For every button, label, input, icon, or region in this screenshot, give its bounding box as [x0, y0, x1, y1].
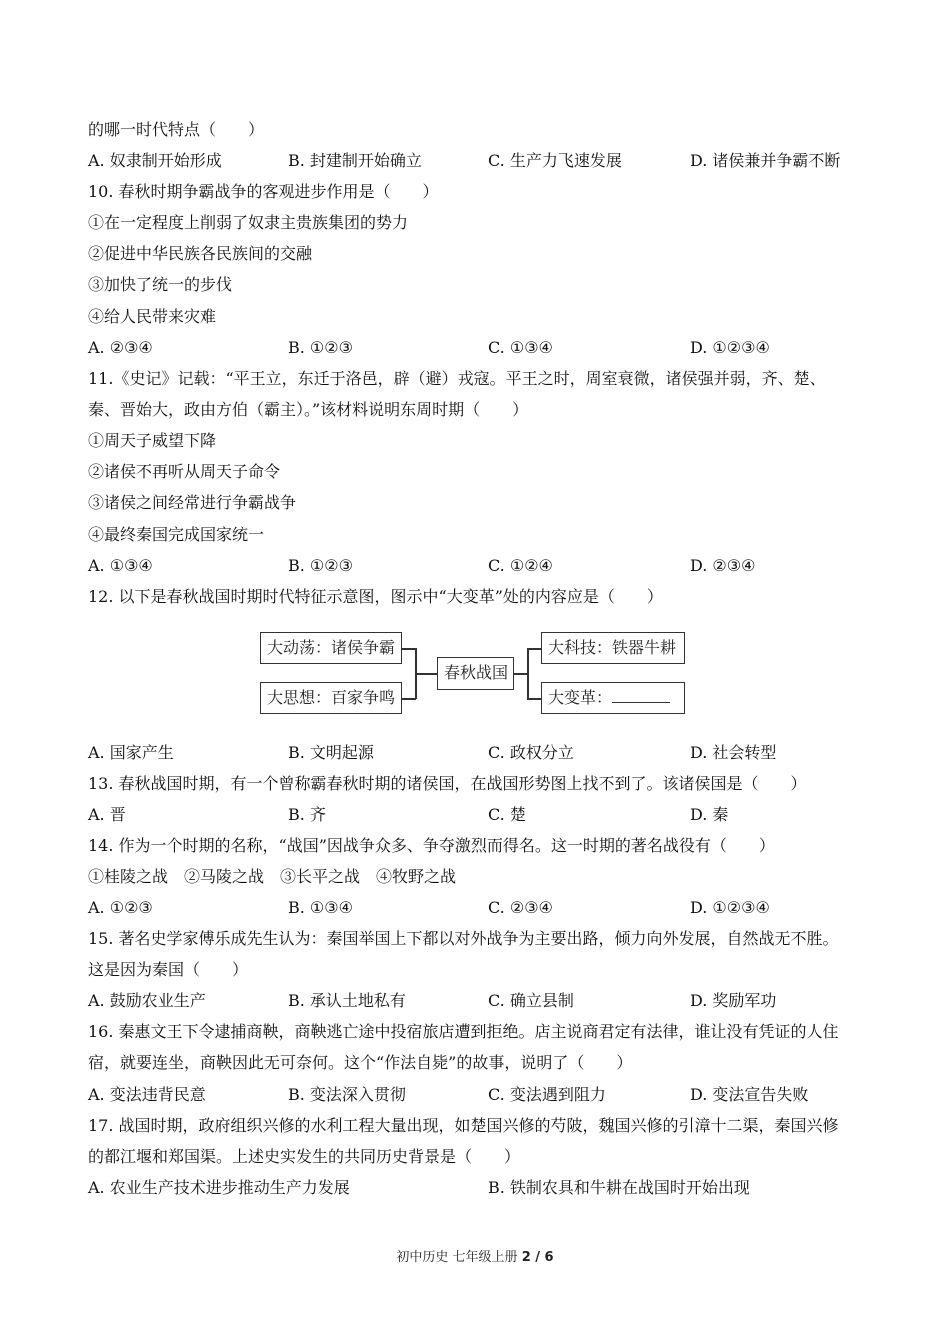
diagram-connector	[514, 673, 528, 675]
q14-option-c: C. ②③④	[488, 898, 553, 917]
q14-items: ①桂陵之战 ②马陵之战 ③长平之战 ④牧野之战	[88, 867, 457, 886]
diagram-box-turmoil: 大动荡：诸侯争霸	[260, 632, 402, 664]
diagram-box-technology: 大科技：铁器牛耕	[541, 632, 685, 664]
q13-option-a: A. 晋	[88, 805, 126, 824]
q10-item-1: ①在一定程度上削弱了奴隶主贵族集团的势力	[88, 213, 409, 232]
q12-option-b: B. 文明起源	[288, 743, 374, 762]
q15-option-c: C. 确立县制	[488, 991, 574, 1010]
q11-options	[88, 556, 888, 576]
q12-option-a: A. 国家产生	[88, 743, 174, 762]
diagram-box-reform	[541, 682, 685, 714]
q9-option-c: C. 生产力飞速发展	[488, 151, 622, 170]
q11-item-1: ①周天子威望下降	[88, 431, 217, 450]
q15-options	[88, 991, 888, 1011]
diagram-connector	[527, 648, 541, 650]
q14-option-a: A. ①②③	[88, 898, 153, 917]
q9-option-d: D. 诸侯兼并争霸不断	[690, 151, 841, 170]
page-footer	[0, 1246, 950, 1265]
diagram-connector	[527, 698, 541, 700]
q17-stem-line-2: 的都江堰和郑国渠。上述史实发生的共同历史背景是（ ）	[88, 1147, 521, 1166]
q10-option-c: C. ①③④	[488, 338, 553, 357]
q11-option-d: D. ②③④	[690, 556, 756, 575]
diagram-box-thought: 大思想：百家争鸣	[260, 682, 402, 714]
q14-options	[88, 898, 888, 918]
diagram-connector	[402, 698, 416, 700]
q11-stem-line-1: 11.《史记》记载：“平王立，东迁于洛邑，辟（避）戎寇。平王之时，周室衰微，诸侯强并弱，齐、楚、	[88, 369, 826, 388]
q14-stem: 14. 作为一个时期的名称，“战国”因战争众多、争夺激烈而得名。这一时期的著名战役有（ ）	[88, 836, 775, 855]
diagram-connector	[527, 648, 529, 699]
q11-item-4: ④最终秦国完成国家统一	[88, 525, 265, 544]
q10-item-3: ③加快了统一的步伐	[88, 275, 233, 294]
q17-option-a: A. 农业生产技术进步推动生产力发展	[88, 1178, 350, 1197]
q16-stem-line-2: 宿，就要连坐，商鞅因此无可奈何。这个“作法自毙”的故事，说明了（ ）	[88, 1053, 633, 1072]
page-number: 2 / 6	[521, 1250, 554, 1265]
q15-option-a: A. 鼓励农业生产	[88, 991, 206, 1010]
q9-option-a: A. 奴隶制开始形成	[88, 151, 222, 170]
q11-item-3: ③诸侯之间经常进行争霸战争	[88, 493, 297, 512]
diagram-box-center: 春秋战国	[437, 657, 514, 690]
q12-option-c: C. 政权分立	[488, 743, 574, 762]
diagram-connector	[415, 673, 437, 675]
q14-option-b: B. ①③④	[288, 898, 353, 917]
q9-stem-tail: 的哪一时代特点（ ）	[88, 120, 265, 139]
q11-stem-line-2: 秦、晋始大，政由方伯（霸主）。”该材料说明东周时期（ ）	[88, 400, 529, 419]
q13-options	[88, 805, 888, 825]
q10-option-d: D. ①②③④	[690, 338, 770, 357]
q15-stem-line-2: 这是因为秦国（ ）	[88, 960, 249, 979]
q9-options	[88, 151, 888, 171]
q16-option-d: D. 变法宣告失败	[690, 1085, 809, 1104]
diagram-connector	[402, 648, 416, 650]
q15-option-b: B. 承认土地私有	[288, 991, 406, 1010]
q13-stem: 13. 春秋战国时期，有一个曾称霸春秋时期的诸侯国，在战国形势图上找不到了。该诸侯国是（ ）	[88, 774, 807, 793]
q12-options	[88, 743, 888, 763]
q10-stem: 10. 春秋时期争霸战争的客观进步作用是（ ）	[88, 182, 439, 201]
q12-stem: 12. 以下是春秋战国时期时代特征示意图，图示中“大变革”处的内容应是（ ）	[88, 587, 663, 606]
q13-option-c: C. 楚	[488, 805, 526, 824]
answer-blank	[612, 688, 670, 703]
q10-item-4: ④给人民带来灾难	[88, 307, 217, 326]
q16-option-b: B. 变法深入贯彻	[288, 1085, 406, 1104]
q11-item-2: ②诸侯不再听从周天子命令	[88, 462, 281, 481]
q17-options	[88, 1178, 888, 1198]
q10-option-b: B. ①②③	[288, 338, 353, 357]
q10-options	[88, 338, 888, 358]
q15-stem-line-1: 15. 著名史学家傅乐成先生认为：秦国举国上下都以对外战争为主要出路，倾力向外发展，自然战无不胜。	[88, 929, 839, 948]
era-features-diagram	[258, 624, 688, 724]
q17-option-b: B. 铁制农具和牛耕在战国时开始出现	[488, 1178, 750, 1197]
q16-option-c: C. 变法遇到阻力	[488, 1085, 606, 1104]
q9-option-b: B. 封建制开始确立	[288, 151, 422, 170]
q16-options	[88, 1085, 888, 1105]
footer-course: 初中历史 七年级上册	[396, 1250, 522, 1265]
q11-option-a: A. ①③④	[88, 556, 153, 575]
q16-stem-line-1: 16. 秦惠文王下令逮捕商鞅，商鞅逃亡途中投宿旅店遭到拒绝。店主说商君定有法律，谁让没有凭证的人住	[88, 1022, 839, 1041]
q13-option-b: B. 齐	[288, 805, 326, 824]
q12-option-d: D. 社会转型	[690, 743, 777, 762]
q10-option-a: A. ②③④	[88, 338, 153, 357]
q14-option-d: D. ①②③④	[690, 898, 770, 917]
q13-option-d: D. 秦	[690, 805, 729, 824]
q10-item-2: ②促进中华民族各民族间的交融	[88, 244, 313, 263]
diagram-reform-label: 大变革：	[548, 688, 613, 707]
q15-option-d: D. 奖励军功	[690, 991, 777, 1010]
q11-option-c: C. ①②④	[488, 556, 553, 575]
q11-option-b: B. ①②③	[288, 556, 353, 575]
q16-option-a: A. 变法违背民意	[88, 1085, 206, 1104]
q17-stem-line-1: 17. 战国时期，政府组织兴修的水利工程大量出现，如楚国兴修的芍陂，魏国兴修的引漳十二渠，秦国兴修	[88, 1116, 839, 1135]
